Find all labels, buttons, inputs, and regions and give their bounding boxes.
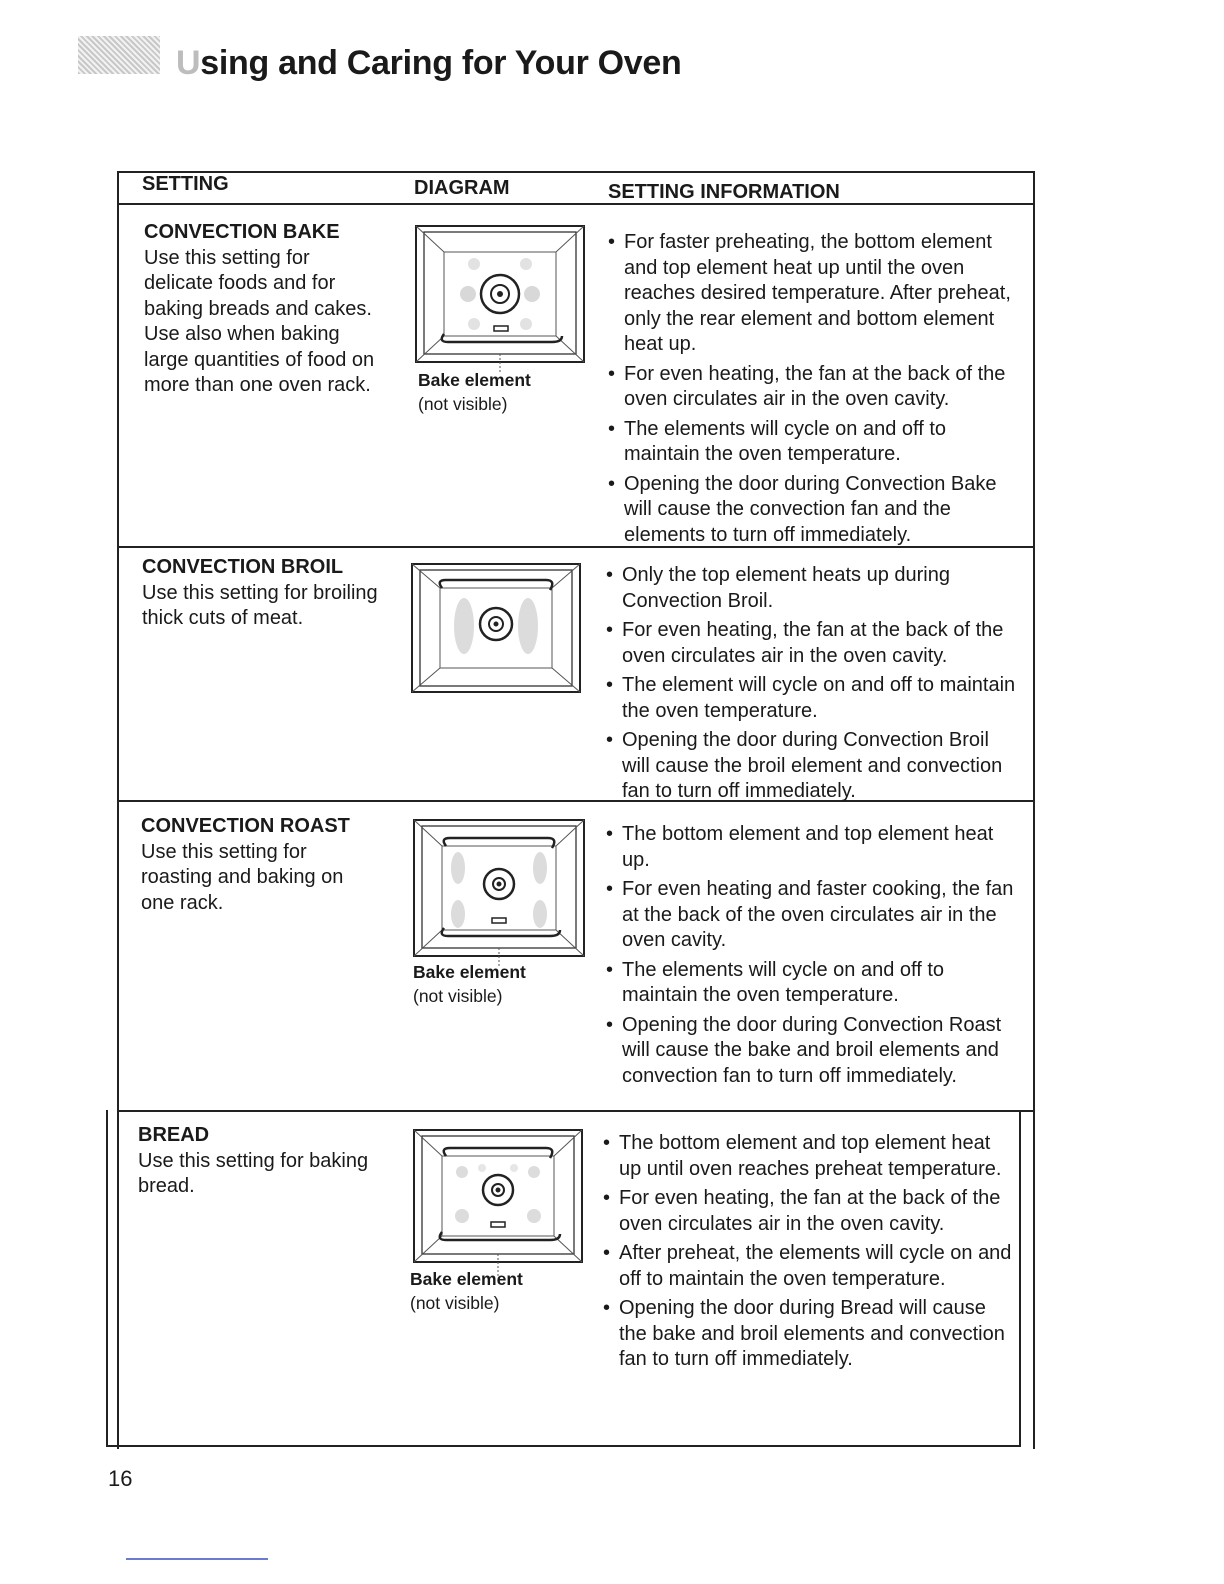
table-bottom-border — [106, 1445, 1020, 1447]
oven-convection-broil-icon — [410, 562, 582, 694]
info-item: • After preheat, the elements will cycle on and off to maintain the oven temperature. — [603, 1241, 1015, 1292]
info-item: • For even heating, the fan at the back of the oven circulates air in the oven cavity. — [603, 1186, 1015, 1237]
setting-convection-roast — [141, 814, 377, 916]
info-item: • The elements will cycle on and off to maintain the oven temperature. — [608, 417, 1020, 468]
setting-name: BREAD — [138, 1124, 210, 1146]
setting-description: Use this setting for baking bread. — [138, 1149, 369, 1197]
setting-convection-broil — [142, 555, 378, 632]
setting-info-convection-bake — [608, 230, 1020, 552]
diagram-caption — [410, 1267, 523, 1315]
info-item: • The elements will cycle on and off to maintain the oven temperature. — [606, 958, 1020, 1009]
setting-info-bread — [603, 1131, 1015, 1377]
footer-divider — [126, 1558, 268, 1560]
page-title-initial: U — [176, 44, 201, 82]
setting-info-convection-roast — [606, 822, 1020, 1093]
info-item: • The bottom element and top element heat up. — [606, 822, 1020, 873]
column-header-diagram: DIAGRAM — [414, 177, 510, 199]
setting-bread — [138, 1123, 374, 1200]
table-left-border — [106, 1110, 108, 1447]
setting-description: Use this setting for broiling thick cuts of meat. — [142, 581, 378, 629]
info-item: • For even heating and faster cooking, the fan at the back of the oven circulates air in the oven cavity. — [606, 877, 1020, 954]
page-number: 16 — [108, 1466, 133, 1491]
info-item: • Opening the door during Convection Bake will cause the convection fan and the elements to turn off immediately. — [608, 472, 1020, 549]
diagram-sublabel: (not visible) — [418, 394, 508, 414]
info-item: • The element will cycle on and off to maintain the oven temperature. — [606, 673, 1018, 724]
info-item: • For even heating, the fan at the back of the oven circulates air in the oven cavity. — [606, 618, 1018, 669]
setting-name: CONVECTION BROIL — [142, 556, 344, 578]
info-item: • For even heating, the fan at the back of the oven circulates air in the oven cavity. — [608, 362, 1020, 413]
setting-convection-bake — [144, 220, 380, 399]
table-header-divider — [117, 203, 1033, 205]
diagram-label: Bake element — [413, 962, 526, 982]
oven-bread-icon — [412, 1128, 584, 1278]
diagram-label: Bake element — [418, 370, 531, 390]
setting-description: Use this setting for roasting and baking on one rack. — [141, 840, 344, 914]
diagram-caption — [418, 368, 531, 416]
info-item: • Opening the door during Convection Broil will cause the broil element and convection fan to turn off immediately. — [606, 728, 1018, 805]
setting-description: Use this setting for delicate foods and for baking breads and cakes. Use also when baking large quantities of food on more than one oven rack. — [144, 246, 375, 396]
setting-info-convection-broil — [606, 563, 1018, 809]
oven-convection-bake-icon — [414, 224, 586, 374]
header-decoration — [78, 36, 160, 74]
row-divider — [117, 1110, 1033, 1112]
column-header-setting: SETTING — [142, 173, 229, 195]
info-item: • Opening the door during Convection Roast will cause the bake and broil elements and convection fan to turn off immediately. — [606, 1013, 1020, 1090]
info-item: • Only the top element heats up during Convection Broil. — [606, 563, 1018, 614]
diagram-caption — [413, 960, 526, 1008]
setting-name: CONVECTION ROAST — [141, 815, 350, 837]
info-item: • Opening the door during Bread will cause the bake and broil elements and convection fan to turn off immediately. — [603, 1296, 1015, 1373]
oven-convection-roast-icon — [412, 818, 586, 968]
page-title-text: sing and Caring for Your Oven — [200, 44, 682, 82]
setting-name: CONVECTION BAKE — [144, 221, 340, 243]
table-right-border — [1019, 1110, 1021, 1447]
page-title — [176, 44, 681, 83]
info-item: • For faster preheating, the bottom element and top element heat up until the oven reaches desired temperature. After preheat, only the rear element and bottom element heat up. — [608, 230, 1020, 358]
diagram-sublabel: (not visible) — [413, 986, 503, 1006]
column-header-info: SETTING INFORMATION — [608, 181, 840, 203]
diagram-sublabel: (not visible) — [410, 1293, 500, 1313]
info-item: • The bottom element and top element heat up until oven reaches preheat temperature. — [603, 1131, 1015, 1182]
diagram-label: Bake element — [410, 1269, 523, 1289]
